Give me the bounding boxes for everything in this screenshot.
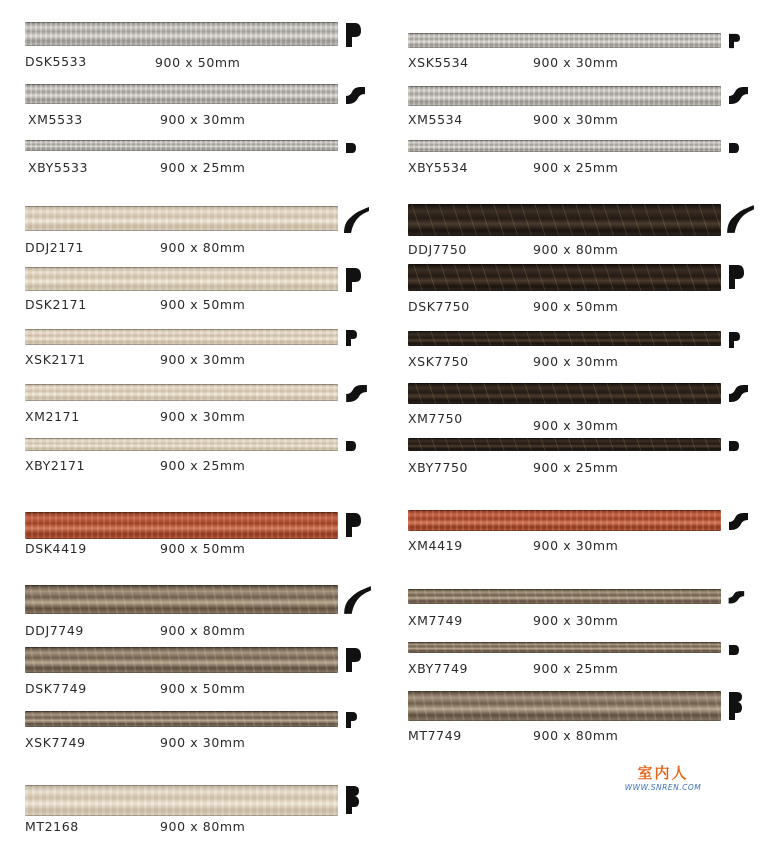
profile-xm-icon <box>727 84 749 106</box>
profile-dsk-icon <box>344 647 362 673</box>
product-code: XM7750 <box>408 411 463 426</box>
product-size: 900 x 25mm <box>533 160 619 175</box>
moulding-strip-image <box>25 585 338 614</box>
product-size: 900 x 80mm <box>533 242 619 257</box>
profile-xm-icon <box>727 510 749 532</box>
moulding-strip-image <box>25 329 338 345</box>
product-code: XSK7749 <box>25 735 86 750</box>
profile-dsk-icon <box>727 264 745 290</box>
product-code: XBY7750 <box>408 460 469 475</box>
product-code: DSK7750 <box>408 299 470 314</box>
moulding-strip-image <box>25 512 338 539</box>
product-code: DSK4419 <box>25 541 87 556</box>
moulding-strip-image <box>25 267 338 291</box>
profile-xm-icon <box>344 382 368 404</box>
product-code: XSK7750 <box>408 354 469 369</box>
profile-xm-icon <box>727 589 745 605</box>
profile-xby-icon <box>727 438 741 452</box>
moulding-strip-image <box>25 711 338 727</box>
profile-xm-icon <box>727 382 749 404</box>
product-size: 900 x 30mm <box>160 352 246 367</box>
moulding-strip-image <box>408 510 721 531</box>
profile-xby-icon <box>727 140 741 154</box>
product-size: 900 x 30mm <box>533 538 619 553</box>
profile-xby-icon <box>344 140 358 154</box>
profile-mt-icon <box>727 691 743 721</box>
product-size: 900 x 50mm <box>155 55 241 70</box>
moulding-strip-image <box>408 204 721 236</box>
product-size: 900 x 30mm <box>533 418 619 433</box>
moulding-strip-image <box>408 438 721 451</box>
product-code: DDJ7750 <box>408 242 467 257</box>
profile-dsk-icon <box>344 22 362 48</box>
product-size: 900 x 30mm <box>533 613 619 628</box>
product-code: XM5534 <box>408 112 463 127</box>
product-size: 900 x 50mm <box>160 681 246 696</box>
product-code: XM4419 <box>408 538 463 553</box>
product-code: XBY5534 <box>408 160 469 175</box>
product-size: 900 x 25mm <box>533 460 619 475</box>
moulding-strip-image <box>25 647 338 673</box>
product-size: 900 x 30mm <box>160 409 246 424</box>
moulding-strip-image <box>25 384 338 401</box>
moulding-strip-image <box>408 86 721 106</box>
product-size: 900 x 30mm <box>533 55 619 70</box>
product-code: XSK2171 <box>25 352 86 367</box>
moulding-strip-image <box>408 140 721 152</box>
moulding-strip-image <box>25 438 338 451</box>
product-size: 900 x 30mm <box>160 112 246 127</box>
product-code: XBY2171 <box>25 458 86 473</box>
product-code: XM7749 <box>408 613 463 628</box>
moulding-strip-image <box>408 331 721 346</box>
moulding-strip-image <box>408 383 721 404</box>
product-size: 900 x 50mm <box>533 299 619 314</box>
product-size: 900 x 25mm <box>533 661 619 676</box>
moulding-strip-image <box>25 785 338 816</box>
product-size: 900 x 30mm <box>533 112 619 127</box>
product-code: MT7749 <box>408 728 462 743</box>
product-code: DSK7749 <box>25 681 87 696</box>
moulding-strip-image <box>408 33 721 48</box>
product-size: 900 x 50mm <box>160 297 246 312</box>
product-code: XBY5533 <box>28 160 89 175</box>
product-size: 900 x 30mm <box>160 735 246 750</box>
moulding-strip-image <box>408 691 721 721</box>
profile-mt-icon <box>344 785 360 815</box>
product-code: DDJ7749 <box>25 623 84 638</box>
product-code: XM2171 <box>25 409 80 424</box>
moulding-strip-image <box>25 22 338 46</box>
moulding-strip-image <box>25 84 338 104</box>
profile-xby-icon <box>344 438 358 452</box>
profile-xby-icon <box>727 642 741 656</box>
logo-chinese: 室内人 <box>637 764 689 782</box>
moulding-strip-image <box>408 589 721 604</box>
product-code: XM5533 <box>28 112 83 127</box>
product-code: DSK2171 <box>25 297 87 312</box>
profile-ddj-icon <box>725 204 755 234</box>
profile-xm-icon <box>344 84 366 106</box>
product-code: DDJ2171 <box>25 240 84 255</box>
product-size: 900 x 25mm <box>160 458 246 473</box>
profile-xsk-icon <box>727 331 741 349</box>
product-size: 900 x 80mm <box>160 240 246 255</box>
watermark-logo <box>618 762 708 792</box>
product-code: MT2168 <box>25 819 79 834</box>
profile-ddj-icon <box>342 585 372 615</box>
product-code: XSK5534 <box>408 55 469 70</box>
profile-xsk-icon <box>344 329 358 347</box>
moulding-strip-image <box>408 264 721 291</box>
product-size: 900 x 25mm <box>160 160 246 175</box>
logo-url: WWW.SNREN.COM <box>624 783 702 792</box>
profile-dsk-icon <box>344 512 362 538</box>
moulding-strip-image <box>408 642 721 653</box>
product-code: XBY7749 <box>408 661 469 676</box>
product-size: 900 x 30mm <box>533 354 619 369</box>
profile-ddj-icon <box>342 206 370 234</box>
product-code: DSK5533 <box>25 54 87 69</box>
moulding-strip-image <box>25 206 338 231</box>
product-size: 900 x 50mm <box>160 541 246 556</box>
product-size: 900 x 80mm <box>160 623 246 638</box>
product-size: 900 x 80mm <box>160 819 246 834</box>
moulding-strip-image <box>25 140 338 151</box>
product-size: 900 x 80mm <box>533 728 619 743</box>
profile-xsk-icon <box>344 711 358 729</box>
profile-xsk-icon <box>727 33 741 49</box>
profile-dsk-icon <box>344 267 362 293</box>
